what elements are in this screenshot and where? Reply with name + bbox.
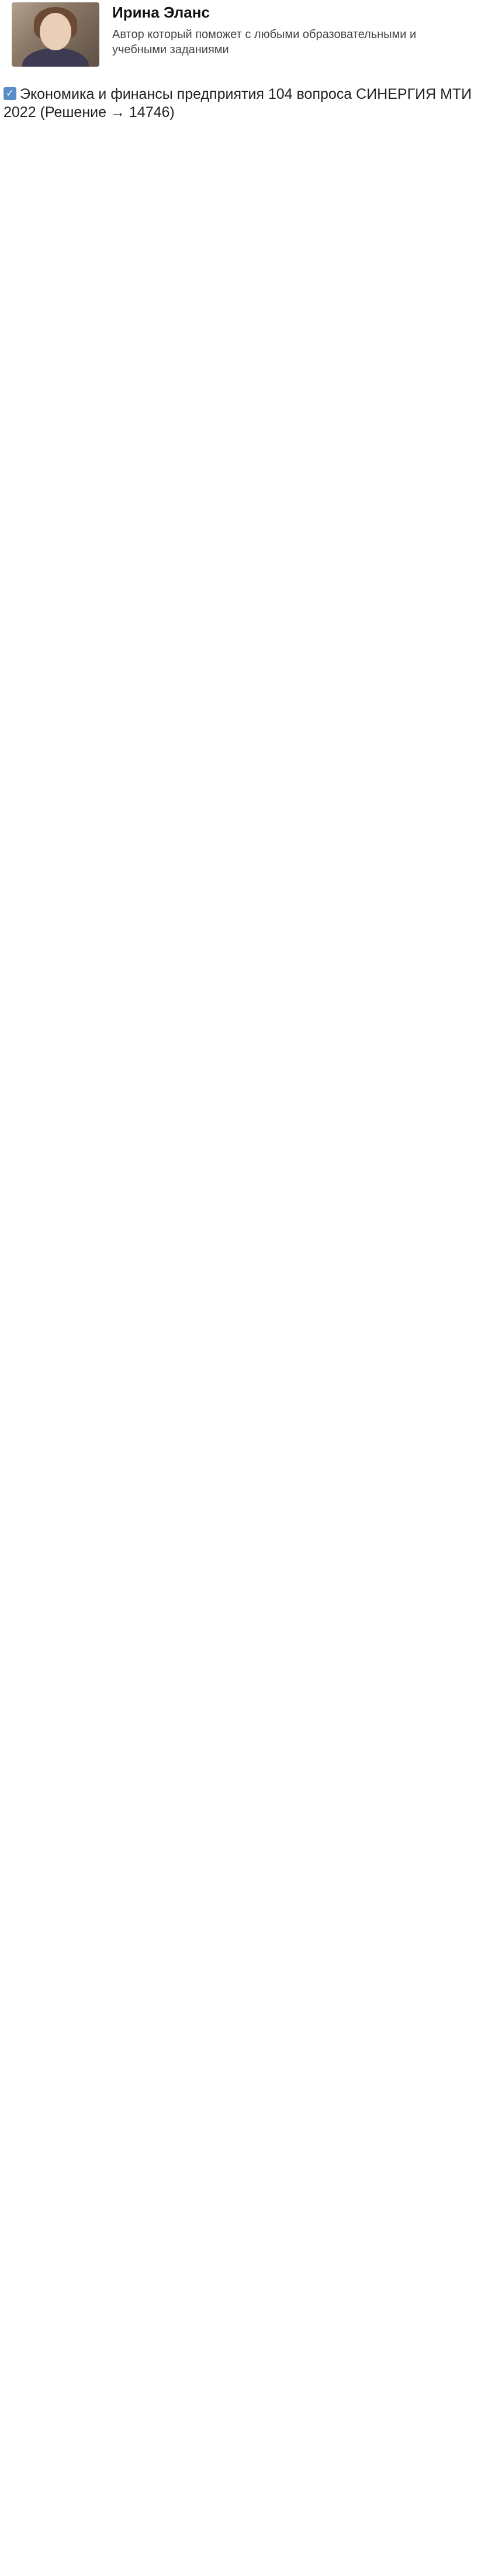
- author-avatar[interactable]: [12, 2, 99, 67]
- author-header: [0, 0, 495, 69]
- checkbox-icon: ✓: [4, 87, 16, 100]
- avatar-shoulders: [22, 48, 89, 67]
- author-description: Автор который поможет с любыми образовательными и учебными заданиями: [112, 28, 417, 56]
- avatar-face: [40, 13, 71, 50]
- product-title-row: [4, 85, 489, 122]
- product-title: Экономика и финансы предприятия 104 вопроса СИНЕРГИЯ МТИ 2022 (Решение → 14746): [4, 86, 472, 120]
- author-name[interactable]: Ирина Эланс: [112, 4, 210, 21]
